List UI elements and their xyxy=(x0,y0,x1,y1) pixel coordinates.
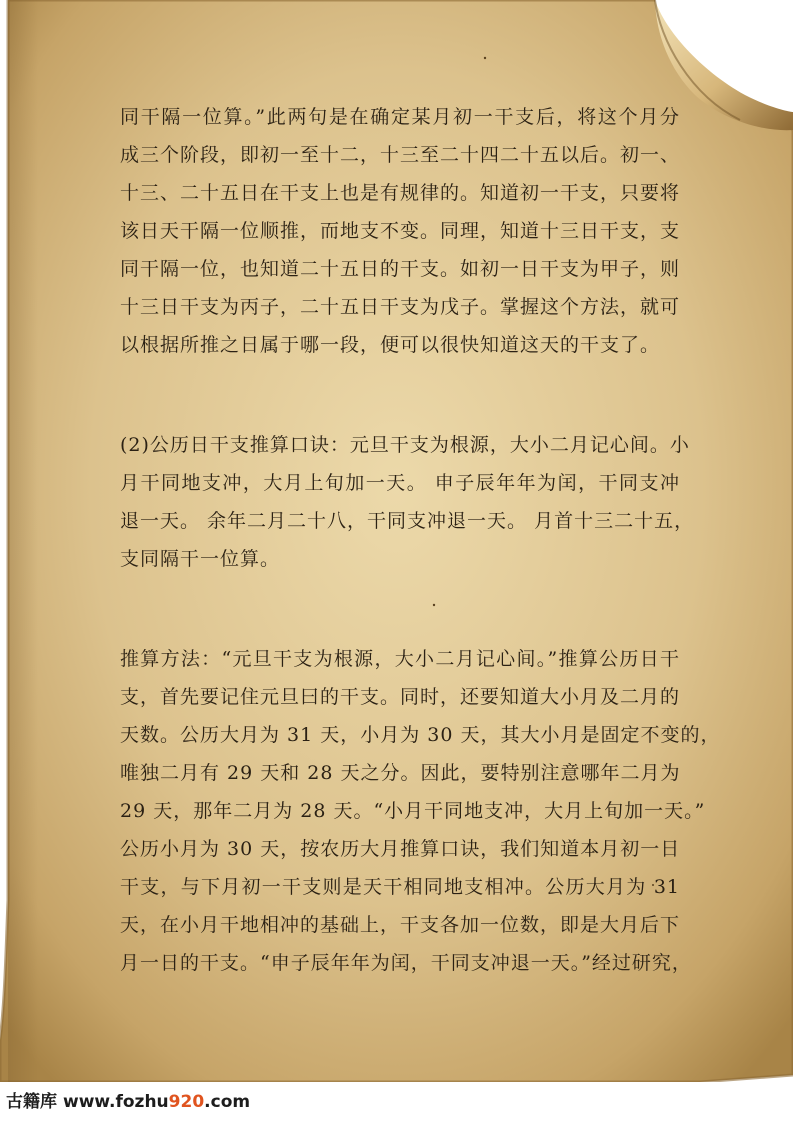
footer-bar xyxy=(0,1082,793,1122)
text-line: 唯独二月有 29 天和 28 天之分。因此，要特别注意哪年二月为 xyxy=(120,762,681,784)
watermark-site-name: 古籍库 xyxy=(6,1092,57,1112)
text-line: 天，在小月干地相冲的基础上，干支各加一位数，即是大月后下 xyxy=(120,914,681,936)
text-line: 十三日干支为丙子，二十五日干支为戊子。掌握这个方法，就可 xyxy=(120,296,681,318)
text-line: 月一日的干支。“申子辰年年为闰，干同支冲退一天。”经过研究， xyxy=(120,952,692,974)
text-line: 支同隔干一位算。 xyxy=(120,548,281,570)
paragraph-3 xyxy=(120,640,721,982)
text-line: 支，首先要记住元旦曰的干支。同时，还要知道大小月及二月的 xyxy=(120,686,681,708)
site-watermark[interactable] xyxy=(6,1087,250,1112)
paragraph-1 xyxy=(120,98,680,364)
text-line: (2)公历日干支推算口诀：元旦干支为根源，大小二月记心间。小 xyxy=(120,434,690,456)
text-line: 该日天干隔一位顺推，而地支不变。同理，知道十三日干支，支 xyxy=(120,220,681,242)
watermark-url-number: 920 xyxy=(168,1092,205,1112)
text-line: 月干同地支冲，大月上旬加一天。 申子辰年年为闰，干同支冲 xyxy=(120,472,680,494)
text-line: 29 天，那年二月为 28 天。“小月干同地支冲，大月上旬加一天。” xyxy=(120,800,706,822)
paragraph-2 xyxy=(120,426,695,578)
text-line: 同干隔一位算。”此两句是在确定某月初一干支后，将这个月分 xyxy=(120,106,680,128)
text-line: 成三个阶段，即初一至十二，十三至二十四二十五以后。初一、 xyxy=(120,144,681,166)
text-line: 公历小月为 30 天，按农历大月推算口诀，我们知道本月初一日 xyxy=(120,838,681,860)
text-line: 干支，与下月初一干支则是天干相同地支相冲。公历大月为 31 xyxy=(120,876,680,898)
watermark-url-suffix: .com xyxy=(204,1092,251,1112)
text-line: 推算方法：“元旦干支为根源，大小二月记心间。”推算公历日干 xyxy=(120,648,680,670)
text-line: 退一天。 余年二月二十八，干同支冲退一天。 月首十三二十五， xyxy=(120,510,695,532)
text-line: 以根据所推之日属于哪一段，便可以很快知道这天的干支了。 xyxy=(120,334,661,356)
watermark-url-prefix: www.fozhu xyxy=(63,1092,169,1112)
text-line: 同干隔一位，也知道二十五日的干支。如初一日干支为甲子，则 xyxy=(120,258,681,280)
text-line: 十三、二十五日在干支上也是有规律的。知道初一干支，只要将 xyxy=(120,182,681,204)
text-line: 天数。公历大月为 31 天，小月为 30 天，其大小月是固定不变的， xyxy=(120,724,721,746)
